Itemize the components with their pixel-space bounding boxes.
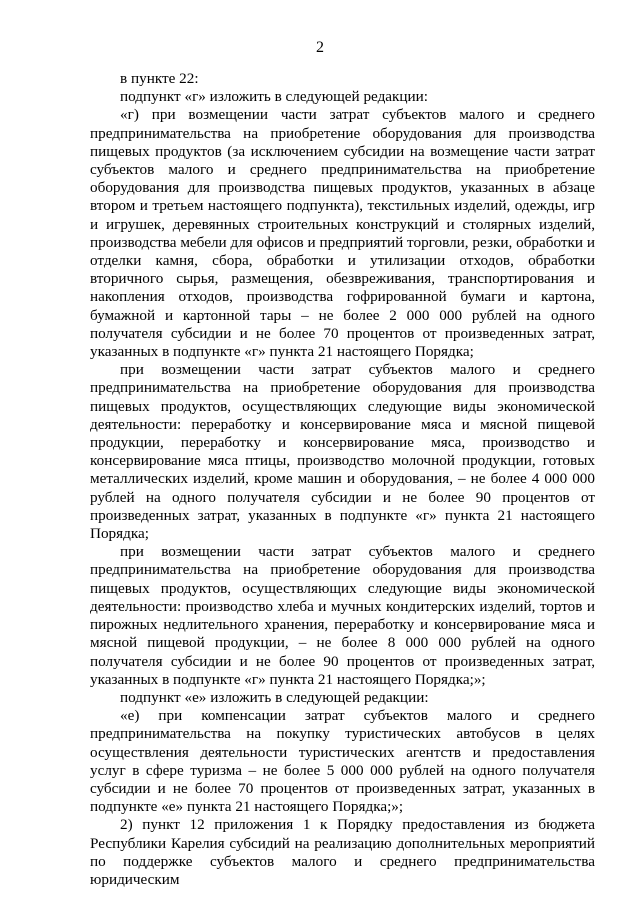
paragraph-item-2: 2) пункт 12 приложения 1 к Порядку предоставления из бюджета Республики Карелия субсидий на реализацию дополнительных мероприятий по поддержке субъектов малого и среднего предпринимательства юридическим [90, 816, 595, 888]
paragraph-subclause-g-text: «г) при возмещении части затрат субъектов малого и среднего предпринимательства на приобретение оборудования для производства пищевых продуктов (за исключением субсидии на возмещение части затрат субъектов малого и среднего предпринимательства на приобретение оборудования для производства пищевых продуктов, указанных в абзаце втором и третьем настоящего подпункта), текстильных изделий, одежды, игр и игрушек, деревянных строительных конструкций и столярных изделий, производства мебели для офисов и предприятий торговли, резки, обработки и отделки камня, сбора, обработки и утилизации отходов, обработки вторичного сырья, размещения, обезвреживания, транспортирования и накопления отходов, производства гофрированной бумаги и картона, бумажной и картонной тары – не более 2 000 000 рублей на одного получателя субсидии и не более 70 процентов от произведенных затрат, указанных в подпункте «г» пункта 21 настоящего Порядка; [90, 106, 595, 361]
paragraph-subclause-g-bakery: при возмещении части затрат субъектов малого и среднего предпринимательства на приобретение оборудования для производства пищевых продуктов, осуществляющих следующие виды экономической деятельности: производство хлеба и мучных кондитерских изделий, тортов и пирожных недлительного хранения, переработку и консервирование мяса и мясной пищевой продукции, – не более 8 000 000 рублей на одного получателя субсидии и не более 90 процентов от произведенных затрат, указанных в подпункте «г» пункта 21 настоящего Порядка;»; [90, 543, 595, 688]
paragraph-subclause-e-text: «е) при компенсации затрат субъектов малого и среднего предпринимательства на покупку туристических автобусов в целях осуществления деятельности туристических агентств и предоставления услуг в сфере туризма – не более 5 000 000 рублей на одного получателя субсидии и не более 70 процентов от произведенных затрат, указанных в подпункте «е» пункта 21 настоящего Порядка;»; [90, 707, 595, 816]
paragraph-subclause-e-heading: подпункт «е» изложить в следующей редакции: [120, 688, 429, 706]
page-number: 2 [316, 39, 324, 56]
paragraph-subclause-g-meat-dairy: при возмещении части затрат субъектов малого и среднего предпринимательства на приобретение оборудования для производства пищевых продуктов, осуществляющих следующие виды экономической деятельности: переработку и консервирование мяса и мясной пищевой продукции, переработку и консервирование мяса, производство и консервирование мяса птицы, производство молочной продукции, готовых металлических изделий, кроме машин и оборудования, – не более 4 000 000 рублей на одного получателя субсидии и не более 90 процентов от произведенных затрат, указанных в подпункте «г» пункта 21 настоящего Порядка; [90, 361, 595, 543]
paragraph-subclause-g-heading: подпункт «г» изложить в следующей редакции: [120, 88, 429, 106]
paragraph-section-22-intro: в пункте 22: [120, 70, 199, 87]
document-body [90, 70, 595, 889]
